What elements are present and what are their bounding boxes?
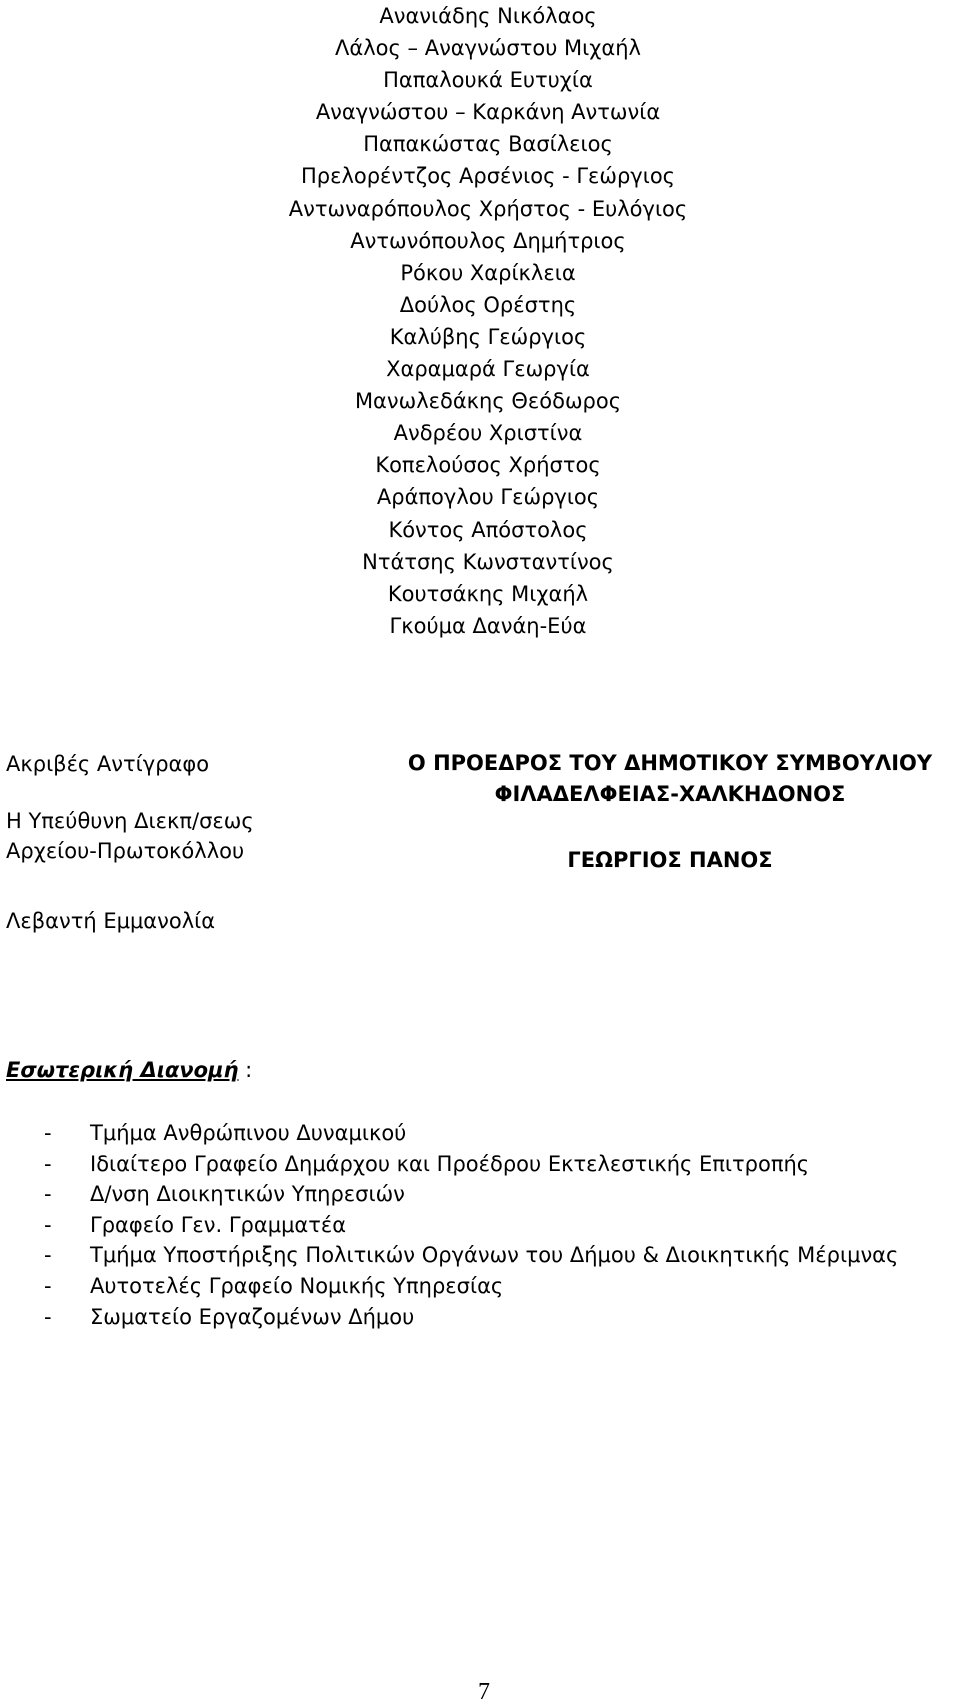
distribution-item-text: Σωματείο Εργαζομένων Δήμου: [90, 1304, 415, 1329]
member-name: Ντάτσης Κωνσταντίνος: [362, 549, 614, 574]
distribution-separator: :: [238, 1058, 253, 1082]
distribution-title: [6, 1055, 252, 1085]
member-name: Δούλος Ορέστης: [399, 292, 577, 317]
distribution-item-text: Δ/νση Διοικητικών Υπηρεσιών: [90, 1182, 405, 1207]
member-name: Πρελορέντζος Αρσένιος - Γεώργιος: [300, 164, 676, 189]
member-name: Αντωναρόπουλος Χρήστος - Ευλόγιος: [288, 196, 688, 221]
member-name: Κοπελούσος Χρήστος: [375, 453, 601, 478]
distribution-item: [44, 1118, 898, 1149]
distribution-item: [44, 1240, 898, 1271]
distribution-item-text: Γραφείο Γεν. Γραμματέα: [90, 1212, 347, 1237]
distribution-item: [44, 1149, 898, 1180]
list-bullet: -: [44, 1304, 52, 1329]
list-bullet: -: [44, 1243, 52, 1268]
page-number: 7: [478, 1679, 490, 1705]
responsible-title: [6, 806, 254, 866]
member-name: Μανωλεδάκης Θεόδωρος: [354, 389, 622, 414]
list-bullet: -: [44, 1182, 52, 1207]
signature-title-line2: ΦΙΛΑΔΕΛΦΕΙΑΣ-ΧΑΛΚΗΔΟΝΟΣ: [494, 782, 846, 806]
distribution-list: [44, 1118, 898, 1332]
signature-name: ΓΕΩΡΓΙΟΣ ΠΑΝΟΣ: [567, 848, 773, 872]
member-name: Ρόκου Χαρίκλεια: [400, 260, 576, 285]
list-bullet: -: [44, 1273, 52, 1298]
distribution-heading: Εσωτερική Διανομή: [6, 1058, 239, 1082]
signature-title: [360, 748, 960, 810]
distribution-item: [44, 1179, 898, 1210]
list-bullet: -: [44, 1121, 52, 1145]
member-name: Κόντος Απόστολος: [388, 517, 588, 542]
distribution-item-text: Τμήμα Ανθρώπινου Δυναμικού: [90, 1121, 407, 1145]
member-name: Καλύβης Γεώργιος: [389, 324, 587, 349]
distribution-item: [44, 1210, 898, 1241]
member-name: Γκούμα Δανάη-Εύα: [389, 613, 587, 638]
responsible-title-line2: Αρχείου-Πρωτοκόλλου: [6, 839, 245, 863]
member-name: Ανανιάδης Νικόλαος: [379, 4, 597, 28]
member-name: Αντωνόπουλος Δημήτριος: [350, 228, 626, 253]
responsible-name: Λεβαντή Εμμανολία: [6, 909, 216, 933]
member-name: Κουτσάκης Μιχαήλ: [387, 581, 589, 606]
distribution-item-text: Αυτοτελές Γραφείο Νομικής Υπηρεσίας: [90, 1273, 504, 1298]
exact-copy-label: Ακριβές Αντίγραφο: [6, 752, 210, 776]
list-bullet: -: [44, 1212, 52, 1237]
council-member-list: [0, 0, 960, 642]
member-name: Ανδρέου Χριστίνα: [393, 421, 583, 446]
distribution-item: [44, 1271, 898, 1302]
list-bullet: -: [44, 1151, 52, 1176]
responsible-title-line1: Η Υπεύθυνη Διεκπ/σεως: [6, 809, 254, 833]
member-name: Αναγνώστου – Καρκάνη Αντωνία: [315, 100, 661, 125]
distribution-item-text: Τμήμα Υποστήριξης Πολιτικών Οργάνων του Δήμου & Διοικητικής Μέριμνας: [90, 1243, 899, 1268]
signature-title-line1: Ο ΠΡΟΕΔΡΟΣ ΤΟΥ ΔΗΜΟΤΙΚΟΥ ΣΥΜΒΟΥΛΙΟΥ: [407, 751, 933, 775]
distribution-item-text: Ιδιαίτερο Γραφείο Δημάρχου και Προέδρου Εκτελεστικής Επιτροπής: [90, 1151, 810, 1176]
member-name: Αράπογλου Γεώργιος: [376, 485, 600, 510]
distribution-item: [44, 1302, 898, 1333]
member-name: Λάλος – Αναγνώστου Μιχαήλ: [335, 36, 641, 61]
member-name: Παπακώστας Βασίλειος: [363, 132, 613, 157]
member-name: Παπαλουκά Ευτυχία: [383, 68, 593, 93]
member-name: Χαραμαρά Γεωργία: [386, 357, 590, 382]
